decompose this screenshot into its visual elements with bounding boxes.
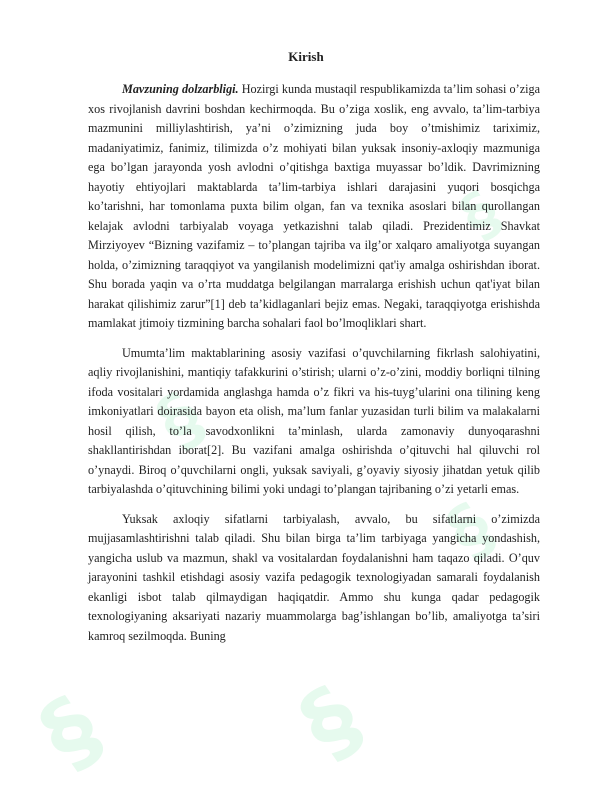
svg-text:§: § [22,676,120,789]
paragraph-text: Hozirgi kunda mustaqil respublikamizda ta’lim sohasi o’ziga xos rivojlanish davrini boshdan kechirmoqda. Bu o’ziga xoslik, eng avvalo, ta’lim-tarbiya mazmunini milliylashtirish, ya’ni o’zimizning juda boy o’tmishimiz tariximiz, madaniyatimiz, fanimiz, tilimizda o’z mohiyati bilan yuksak insoniy-axloqiy mazmuniga ega bo’lgan jarayonda yosh avlodni o’qitishga baxtiga muyassar bo’ldik. Davrimizning hayotiy ehtiyojlari maktablarda ta’lim-tarbiya ishlari darajasini yuqori bosqichga ko’tarishni, har tomonlama puxta bilim olgan, fan va texnika asoslari bilan qurollangan kelajak avlodni tarbiyalab voyaga yetkazishni talab qiladi. Prezidentimiz Shavkat Mirziyoyev “Bizning vazifamiz – to’plangan tajriba va ilg’or xalqaro amaliyotga suyangan holda, o’zimizning taraqqiyot va yangilanish modelimizni qat'iy amalga oshirishdan iborat. Shu borada yaqin va o’rta muddatga belgilangan marralarga erishish uchun qat'iyat bilan harakat qilishimiz zarur”[1] deb ta’kidlaganlari bejiz emas. Negaki, taraqqiyotga erishishda mamlakat jtimoiy tizmining barcha sohalari faol bo’lmoqliklari shart. [88,82,540,330]
paragraph-text: Umumta’lim maktablarining asosiy vazifasi o’quvchilarning fikrlash salohiyatini, aqliy rivojlanishini, mantiqiy tafakkurini o’stirish; ularni o’z-o’zini, moddiy borliqni tilning ifoda vositalari yordamida anglashga hamda o’z fikri va his-tuyg’ularini ona tilining keng imkoniyatlari doirasida bayon eta olish, ma’lum fanlar yuzasidan turli bilim va malakalarni hosil qilish, to’la savodxonlikni ta’minlash, ularda zamonaviy dunyoqarashni shakllantirishdan iborat[2]. Bu vazifani amalga oshirishda o’qituvchi hal qiluvchi rol o’ynaydi. Biroq o’quvchilarni ongli, yuksak saviyali, g’oyaviy siyosiy jihatdan yetuk qilib tarbiyalashda o’qituvchining bilimi yoki undagi to’plangan tajribaning o’zi yetarli emas. [88,345,540,496]
paragraph [88,344,540,500]
svg-text:§: § [448,177,514,253]
paragraph-lead: Mavzuning dolzarbligi. [122,82,239,96]
page-title: Kirish [288,49,324,64]
svg-text:§: § [142,376,219,464]
paragraph [88,80,540,334]
paragraph-text: Yuksak axloqiy sifatlarni tarbiyalash, avvalo, bu sifatlarni o’zimizda mujjasamlashtirishni talab qiladi. Shu bilan birga ta’lim tarbiyaga yangicha yondashish, yangicha uslub va mazmun, shakl va vositalardan foydalanishni ham taqazo qiladi. O’quv jarayonini tashkil etishdagi asosiy vazifa pedagogik texnologiyadan samarali foydalanish ekanligi isbot talab qilmaydigan haqiqatdir. Ammo shu kunga qadar pedagogik texnologiyaning aksariyati nazariy muammolarga bag’ishlangan bo’lib, amaliyotga ta’siri kamroq sezilmoqda. Buning [88,511,540,643]
document-body [88,80,540,656]
svg-text:§: § [432,486,509,574]
paragraph [88,510,540,647]
svg-text:§: § [282,666,380,779]
